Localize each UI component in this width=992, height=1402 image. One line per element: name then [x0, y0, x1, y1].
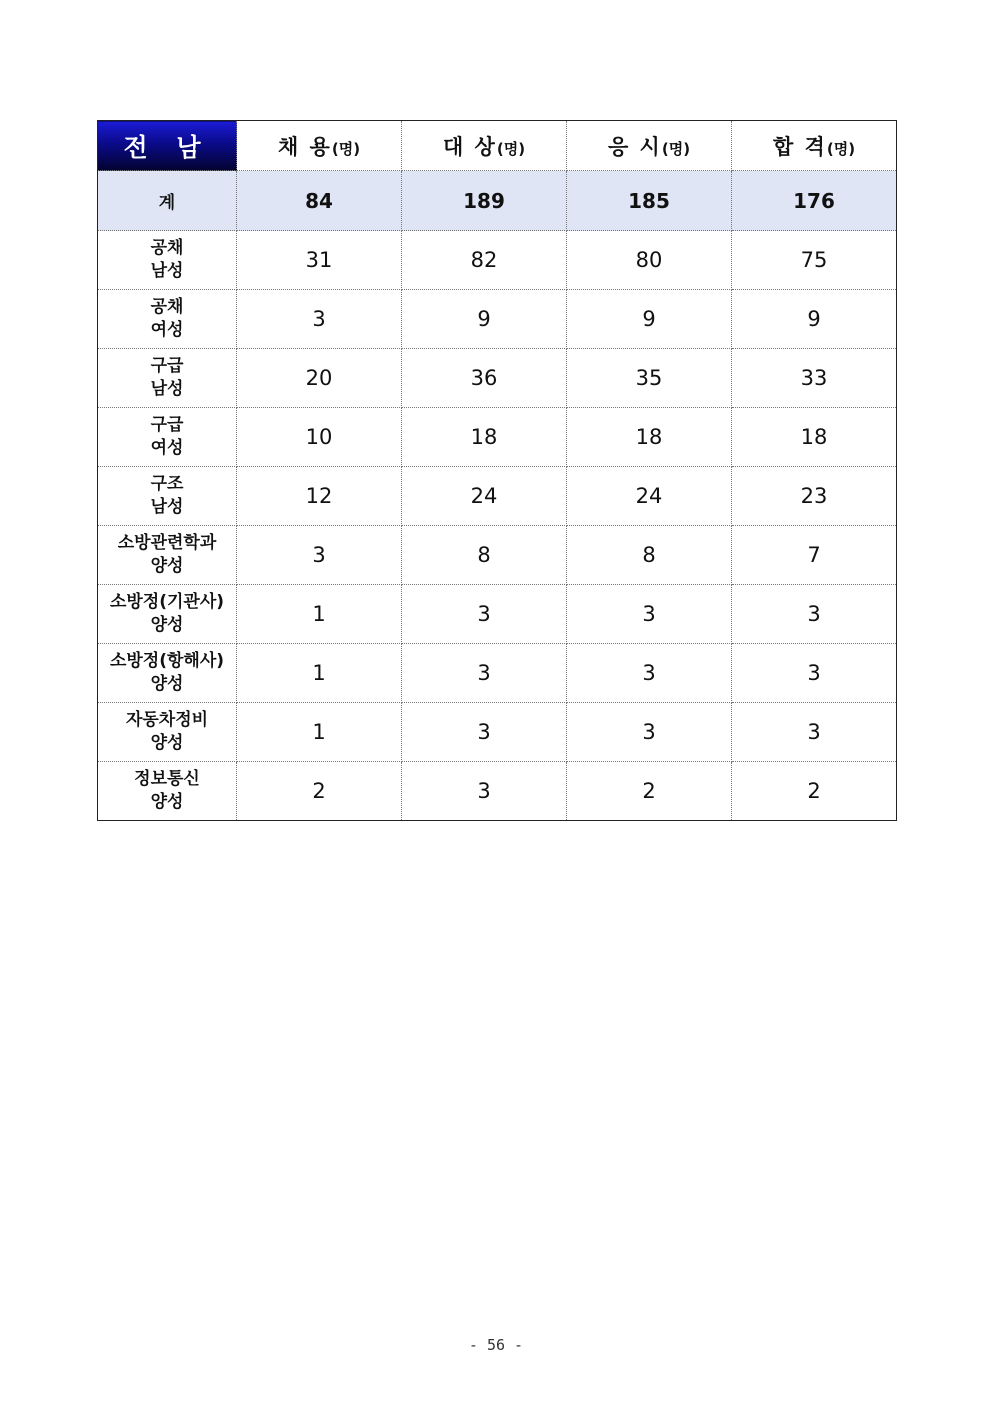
table-cell: 7 — [732, 526, 897, 585]
table-cell: 80 — [567, 231, 732, 290]
table-cell: 82 — [402, 231, 567, 290]
total-cell: 185 — [567, 171, 732, 231]
table-cell: 2 — [567, 762, 732, 821]
table-cell: 1 — [237, 585, 402, 644]
table-cell: 9 — [402, 290, 567, 349]
total-cell: 189 — [402, 171, 567, 231]
table-row — [98, 644, 897, 703]
table-cell: 8 — [402, 526, 567, 585]
table-cell: 3 — [567, 644, 732, 703]
table-cell: 3 — [567, 703, 732, 762]
table-cell: 31 — [237, 231, 402, 290]
table-cell: 3 — [237, 290, 402, 349]
table-cell: 1 — [237, 644, 402, 703]
table-cell: 3 — [402, 762, 567, 821]
table-cell: 2 — [237, 762, 402, 821]
table-cell: 24 — [402, 467, 567, 526]
row-label: 소방관련학과 양성 — [98, 526, 237, 585]
row-label: 소방정(항해사) 양성 — [98, 644, 237, 703]
column-header-hired — [237, 121, 402, 171]
table-cell: 36 — [402, 349, 567, 408]
total-cell: 176 — [732, 171, 897, 231]
table-row — [98, 585, 897, 644]
table-cell: 18 — [732, 408, 897, 467]
table-cell: 1 — [237, 703, 402, 762]
table-cell: 9 — [567, 290, 732, 349]
table-cell: 2 — [732, 762, 897, 821]
table-row — [98, 467, 897, 526]
column-header-unit: (명) — [496, 139, 526, 158]
table-cell: 18 — [567, 408, 732, 467]
column-header-label: 채 용 — [277, 134, 332, 159]
column-header-passed — [732, 121, 897, 171]
row-label: 정보통신 양성 — [98, 762, 237, 821]
table-cell: 3 — [402, 703, 567, 762]
table-row — [98, 231, 897, 290]
table-cell: 8 — [567, 526, 732, 585]
column-header-label: 응 시 — [607, 134, 662, 159]
column-header-label: 합 격 — [772, 134, 827, 159]
table-row — [98, 762, 897, 821]
row-label: 공채 여성 — [98, 290, 237, 349]
row-label: 구급 남성 — [98, 349, 237, 408]
table-cell: 23 — [732, 467, 897, 526]
total-cell: 84 — [237, 171, 402, 231]
row-label: 공채 남성 — [98, 231, 237, 290]
table-cell: 18 — [402, 408, 567, 467]
table-row — [98, 408, 897, 467]
recruitment-stats-table — [97, 120, 897, 821]
table-cell: 3 — [237, 526, 402, 585]
table-cell: 3 — [402, 644, 567, 703]
region-header: 전 남 — [98, 121, 237, 171]
table-cell: 3 — [402, 585, 567, 644]
table-header-row — [98, 121, 897, 171]
table-cell: 3 — [732, 585, 897, 644]
row-label: 구급 여성 — [98, 408, 237, 467]
row-label: 소방정(기관사) 양성 — [98, 585, 237, 644]
page-number: - 56 - — [468, 1336, 524, 1354]
table-row — [98, 290, 897, 349]
table-cell: 3 — [732, 644, 897, 703]
table-cell: 20 — [237, 349, 402, 408]
table-cell: 10 — [237, 408, 402, 467]
table-cell: 35 — [567, 349, 732, 408]
table-row — [98, 349, 897, 408]
total-row — [98, 171, 897, 231]
table-row — [98, 526, 897, 585]
table-cell: 3 — [567, 585, 732, 644]
total-label: 계 — [98, 171, 237, 231]
column-header-unit: (명) — [826, 139, 856, 158]
table-cell: 33 — [732, 349, 897, 408]
column-header-unit: (명) — [661, 139, 691, 158]
table-row — [98, 703, 897, 762]
row-label: 구조 남성 — [98, 467, 237, 526]
column-header-applied — [567, 121, 732, 171]
column-header-eligible — [402, 121, 567, 171]
table-cell: 3 — [732, 703, 897, 762]
table-cell: 9 — [732, 290, 897, 349]
row-label: 자동차정비 양성 — [98, 703, 237, 762]
column-header-unit: (명) — [331, 139, 361, 158]
column-header-label: 대 상 — [442, 134, 497, 159]
table-cell: 75 — [732, 231, 897, 290]
table-cell: 12 — [237, 467, 402, 526]
table-cell: 24 — [567, 467, 732, 526]
